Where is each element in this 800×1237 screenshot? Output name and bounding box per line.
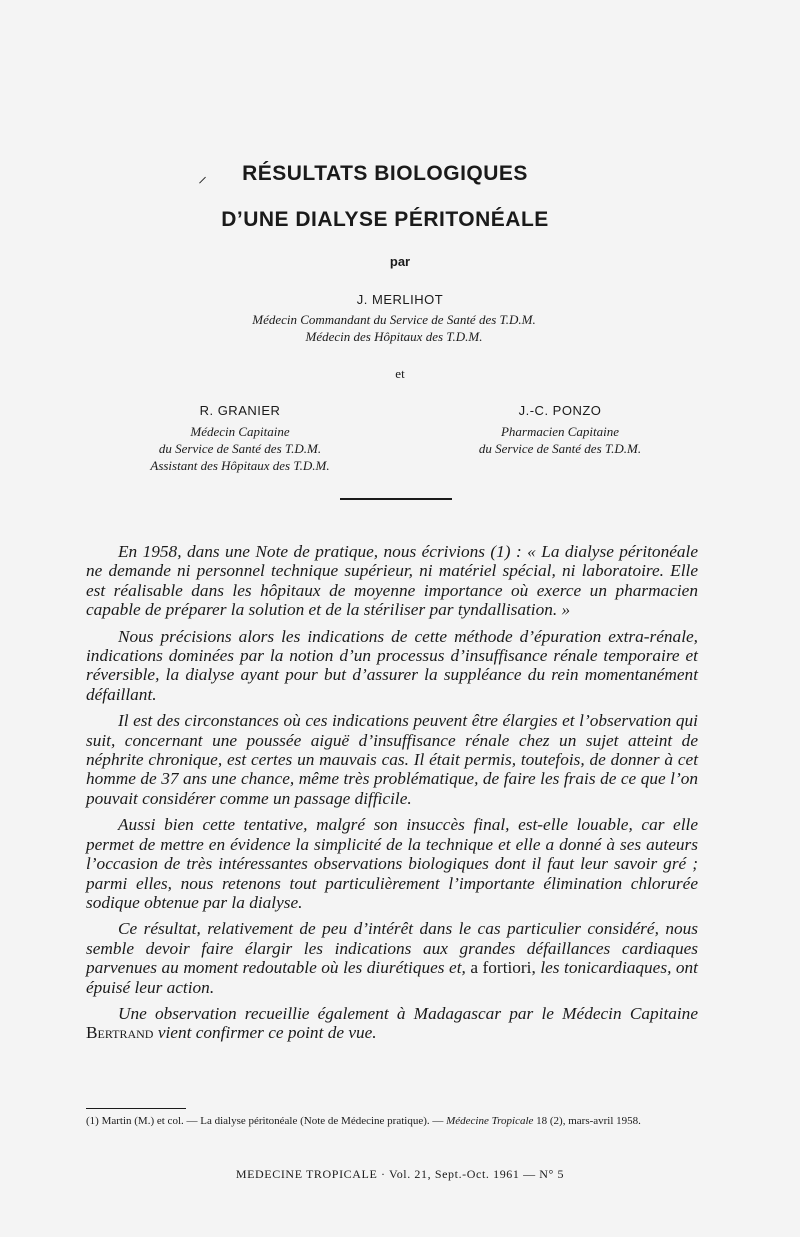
decorative-mark: ⸝ — [198, 166, 207, 186]
author-main-role-2: Médecin des Hôpitaux des T.D.M. — [305, 329, 483, 344]
author-main-name: J. MERLIHOT — [356, 292, 444, 307]
paragraph-3: Il est des circonstances où ces indications peuvent être élargies et l’observation qui suit, concernant une poussée aiguë d’insuffisance rénale chez un sujet atteint de néphrite chronique, est certes un mauvais cas. Il était permis, toutefois, de donner à cet homme de 37 ans une chance, même très problématique, de faire les frais de ce que l’on pouvait considérer comme un passage difficile. — [86, 711, 698, 808]
paragraph-6-part-a: Une observation recueillie également à Madagascar par le Médecin Capitaine — [118, 1003, 698, 1023]
author-right-role-2: du Service de Santé des T.D.M. — [478, 441, 642, 456]
author-left-role-3: Assistant des Hôpitaux des T.D.M. — [150, 458, 330, 473]
author-left-block — [100, 403, 380, 474]
byline-par: par — [389, 254, 411, 269]
author-right-block — [420, 403, 700, 457]
paragraph-5 — [86, 919, 698, 997]
paragraph-4: Aussi bien cette tentative, malgré son insuccès final, est-elle louable, car elle permet de mettre en évidence la simplicité de la technique et elle a donné à ses auteurs l’occasion de très intéressantes observations biologiques dont il faut leur savoir gré ; parmi elles, nous retenons tout particulièrement l’importante élimination chlorurée sodique obtenue par la dialyse. — [86, 815, 698, 912]
author-left-name: R. GRANIER — [199, 403, 281, 418]
footnote-text-c: 18 (2), mars-avril 1958. — [536, 1115, 641, 1127]
paragraph-5-part-c: les tonicardiaques, ont épuisé leur action. — [86, 958, 698, 997]
byline-et: et — [395, 366, 405, 381]
paragraph-2: Nous précisions alors les indications de cette méthode d’épuration extra-rénale, indications dominées par la notion d’un processus d’insuffisance rénale temporaire et réversible, la dialyse ayant pour but d’assurer la suppléance du rein momentanément défaillant. — [86, 626, 698, 704]
author-right-role-1: Pharmacien Capitaine — [500, 424, 620, 439]
paragraph-1: En 1958, dans une Note de pratique, nous écrivions (1) : « La dialyse péritonéale ne demande ni personnel technique supérieur, ni matériel spécial, ni laboratoire. Elle est réalisable dans les hôpitaux de moyenne importance où exerce un pharmacien capable de préparer la solution et de la stériliser par tyndallisation. » — [86, 542, 698, 620]
section-divider — [340, 498, 452, 500]
article-title-line2: D’UNE DIALYSE PÉRITONÉALE — [221, 208, 549, 231]
footnote-journal: Médecine Tropicale — [446, 1115, 534, 1127]
paragraph-6 — [86, 1004, 698, 1043]
page-footer: MEDECINE TROPICALE · Vol. 21, Sept.-Oct. 1961 — N° 5 — [235, 1167, 565, 1181]
article-title-line1: RÉSULTATS BIOLOGIQUES — [242, 162, 528, 185]
author-left-role-2: du Service de Santé des T.D.M. — [158, 441, 322, 456]
footnote-rule — [86, 1108, 186, 1109]
paragraph-5-a-fortiori: a fortiori, — [470, 958, 536, 978]
author-main-role-1: Médecin Commandant du Service de Santé des T.D.M. — [252, 312, 536, 327]
paragraph-6-part-c: vient confirmer ce point de vue. — [157, 1023, 377, 1043]
footnote — [86, 1114, 700, 1128]
author-right-name: J.-C. PONZO — [518, 403, 602, 418]
author-left-role-1: Médecin Capitaine — [190, 424, 290, 439]
footnote-text-a: (1) Martin (M.) et col. — La dialyse péritonéale (Note de Médecine pratique). — — [86, 1115, 444, 1127]
article-body — [86, 542, 698, 1050]
paragraph-5-part-a: Ce résultat, relativement de peu d’intérêt dans le cas particulier considéré, nous semble devoir faire élargir les indications aux grandes défaillances cardiaques parvenues au moment redoutable où les diurétiques et, — [86, 919, 698, 978]
paragraph-6-name: Bertrand — [86, 1023, 154, 1043]
